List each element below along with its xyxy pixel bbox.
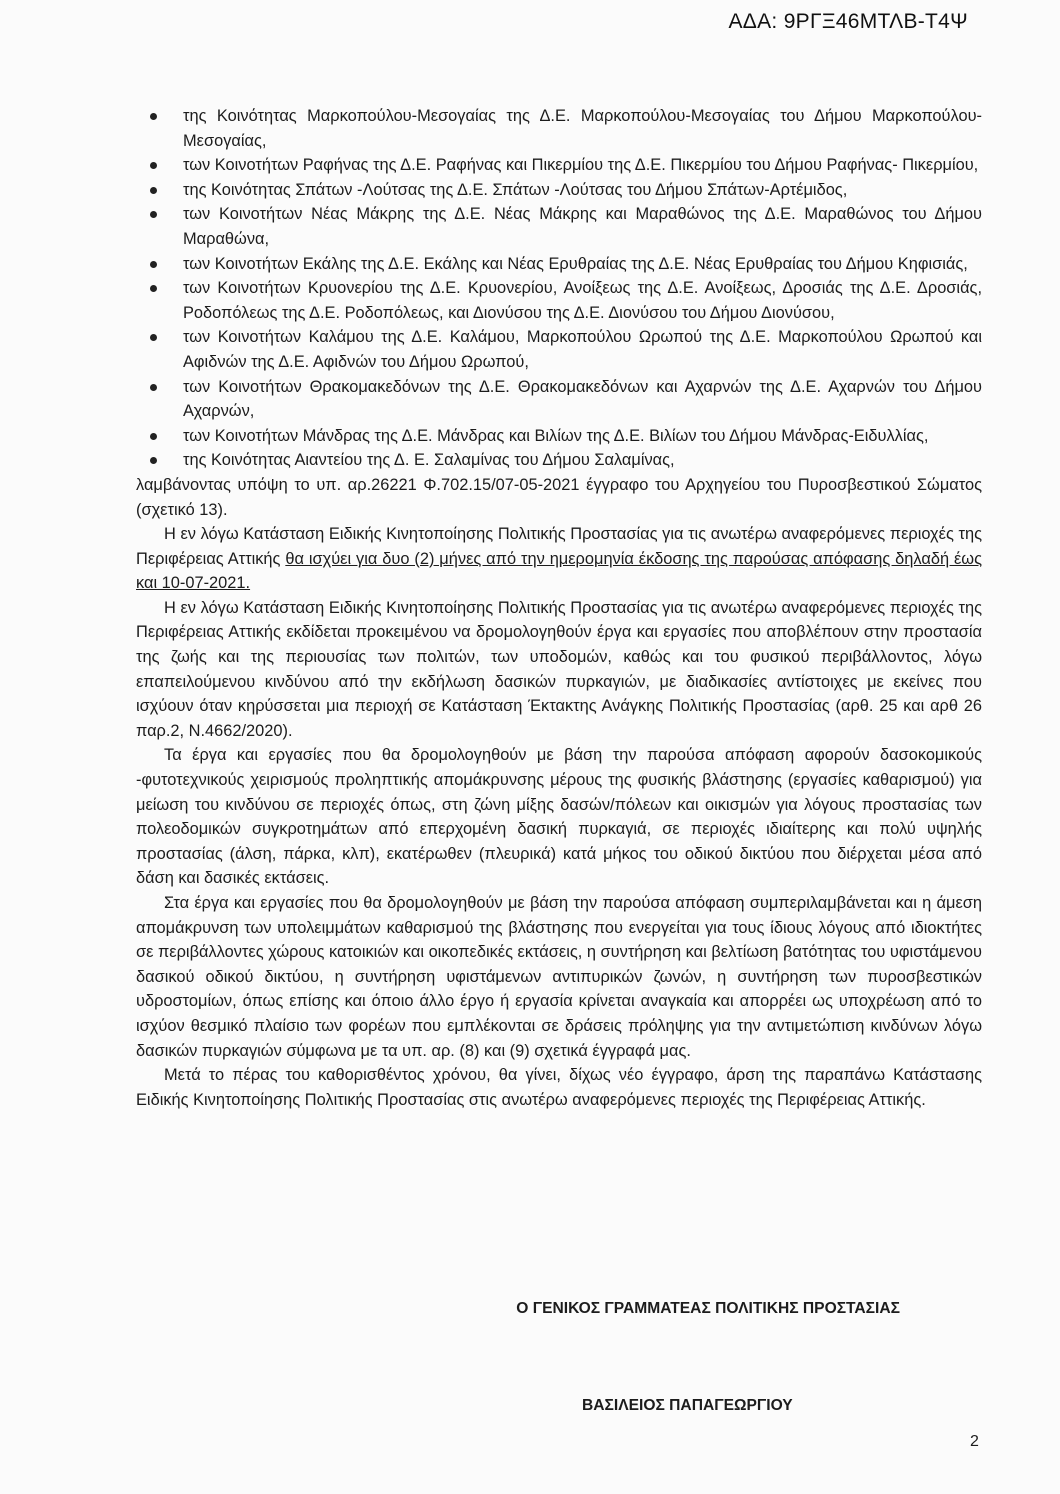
signatory-name: ΒΑΣΙΛΕΙΟΣ ΠΑΠΑΓΕΩΡΓΙΟΥ: [582, 1397, 793, 1414]
validity-period-text: θα ισχύει για δυο (2) μήνες από την ημερομηνία έκδοσης της παρούσας απόφασης δηλαδή έως και 10-07-2021.: [136, 549, 982, 593]
list-item-text: των Κοινοτήτων Νέας Μάκρης της Δ.Ε. Νέας Μάκρης και Μαραθώνος της Δ.Ε. Μαραθώνος του Δήμου Μαραθώνα,: [183, 205, 982, 248]
list-item-text: της Κοινότητας Μαρκοπούλου-Μεσογαίας της Δ.Ε. Μαρκοπούλου-Μεσογαίας του Δήμου Μαρκοπούλου-Μεσογαίας,: [183, 107, 982, 150]
bullet-icon: [150, 457, 157, 464]
communities-list: [136, 104, 982, 473]
bullet-icon: [150, 285, 157, 292]
list-item-text: της Κοινότητας Σπάτων -Λούτσας της Δ.Ε. Σπάτων -Λούτσας του Δήμου Σπάτων-Αρτέμιδος,: [183, 180, 848, 199]
document-body: [136, 104, 982, 1112]
list-item: [136, 202, 982, 251]
list-item: [136, 104, 982, 153]
bullet-icon: [150, 384, 157, 391]
paragraph-included-works: Στα έργα και εργασίες που θα δρομολογηθούν με βάση την παρούσα απόφαση συμπεριλαμβάνεται και η άμεση απομάκρυνση των υπολειμμάτων καθαρισμού της βλάστησης που ενεργείται για τους ίδιους λόγους από ιδιοκτήτες σε περιβάλλοντες χώρους κατοικιών και οικοπεδικές εκτάσεις, η συντήρηση και βελτίωση βατότητας του υφιστάμενου δασικού οδικού δικτύου, η συντήρηση υφιστάμενων αντιπυρικών ζωνών, η συντήρηση των πυροσβεστικών υδροστομίων, όπως επίσης και όποιο άλλο έργο ή εργασία κρίνεται αναγκαία και απορρέει ως υποχρέωση από το ισχύον θεσμικό πλαίσιο των φορέων που εμπλέκονται σε δράσεις πρόληψης για την αντιμετώπιση κινδύνων λόγω δασικών πυρκαγιών σύμφωνα με τα υπ. αρ. (8) και (9) σχετικά έγγραφά μας.: [136, 894, 982, 1060]
list-item-text: των Κοινοτήτων Θρακομακεδόνων της Δ.Ε. Θρακομακεδόνων και Αχαρνών της Δ.Ε. Αχαρνών του Δήμου Αχαρνών,: [183, 377, 982, 421]
paragraph-termination: Μετά το πέρας του καθορισθέντος χρόνου, θα γίνει, δίχως νέο έγγραφο, άρση της παραπάνω Κατάστασης Ειδικής Κινητοποίησης Πολιτικής Προστασίας στις ανωτέρω αναφερόμενες περιοχές της Περιφέρειας Αττικής.: [136, 1066, 982, 1109]
bullet-icon: [150, 261, 157, 268]
list-item: [136, 325, 982, 374]
ada-code: ΑΔΑ: 9ΡΓΞ46ΜΤΛΒ-Τ4Ψ: [728, 10, 968, 33]
bullet-icon: [150, 113, 157, 120]
list-item: [136, 424, 982, 449]
list-item: [136, 153, 982, 178]
paragraph-works: Τα έργα και εργασίες που θα δρομολογηθούν με βάση την παρούσα απόφαση αφορούν δασοκομικούς -φυτοτεχνικούς χειρισμούς προληπτικής απομάκρυνσης μέρους της φυσικής βλάστησης (εργασίες καθαρισμού) για μείωση του κινδύνου σε περιοχές όπως, στη ζώνη μίξης δασών/πόλεων και οικισμών για λόγους προστασίας των πολεοδομικών συγκροτημάτων από επερχομένη δασική πυρκαγιά, σε περιοχές ιδιαίτερης και πολύ υψηλής προστασίας (άλση, πάρκα, κλπ), εκατέρωθεν (πλευρικά) κατά μήκος του οδικού δικτύου που διέρχεται μέσα από δάση και δασικές εκτάσεις.: [136, 746, 982, 888]
list-item: [136, 276, 982, 325]
list-item: [136, 252, 982, 277]
bullet-icon: [150, 211, 157, 218]
list-item: [136, 375, 982, 424]
signatory-title: Ο ΓΕΝΙΚΟΣ ΓΡΑΜΜΑΤΕΑΣ ΠΟΛΙΤΙΚΗΣ ΠΡΟΣΤΑΣΙΑΣ: [516, 1300, 900, 1317]
list-item: [136, 178, 982, 203]
page-number: 2: [970, 1433, 979, 1450]
validity-text: Η εν λόγω Κατάσταση Ειδικής Κινητοποίησης Πολιτικής Προστασίας για τις ανωτέρω αναφερόμενες περιοχές της Περιφέρειας Αττικής: [136, 525, 982, 568]
list-item-text: της Κοινότητας Αιαντείου της Δ. Ε. Σαλαμίνας του Δήμου Σαλαμίνας,: [183, 451, 675, 470]
bullet-icon: [150, 334, 157, 341]
bullet-icon: [150, 187, 157, 194]
paragraph-purpose: Η εν λόγω Κατάσταση Ειδικής Κινητοποίησης Πολιτικής Προστασίας για τις ανωτέρω αναφερόμενες περιοχές της Περιφέρειας Αττικής εκδίδεται προκειμένου να δρομολογηθούν έργα και εργασίες που αποβλέπουν στην προστασία της ζωής και της περιουσίας των πολιτών, των υποδομών, καθώς και του φυσικού περιβάλλοντος, λόγω επαπειλούμενου κινδύνου από την εκδήλωση δασικών πυρκαγιών, με διαδικασίες αντίστοιχες με εκείνες που ισχύουν όταν κηρύσσεται μια περιοχή σε Κατάσταση Έκτακτης Ανάγκης Πολιτικής Προστασίας (αρθ. 25 και αρθ 26 παρ.2, Ν.4662/2020).: [136, 598, 982, 740]
list-item-text: των Κοινοτήτων Καλάμου της Δ.Ε. Καλάμου, Μαρκοπούλου Ωρωπού της Δ.Ε. Μαρκοπούλου Ωρωπού και Αφιδνών της Δ.Ε. Αφιδνών του Δήμου Ωρωπού,: [183, 328, 982, 371]
paragraph-validity: [136, 522, 982, 596]
list-item-text: των Κοινοτήτων Ραφήνας της Δ.Ε. Ραφήνας και Πικερμίου της Δ.Ε. Πικερμίου του Δήμου Ραφήνας- Πικερμίου,: [183, 156, 979, 175]
bullet-icon: [150, 433, 157, 440]
list-item-text: των Κοινοτήτων Κρυονερίου της Δ.Ε. Κρυονερίου, Ανοίξεως της Δ.Ε. Ανοίξεως, Δροσιάς της Δ.Ε. Δροσιάς, Ροδοπόλεως της Δ.Ε. Ροδοπόλεως, και Διονύσου της Δ.Ε. Διονύσου του Δήμου Διονύσου,: [183, 279, 982, 322]
bullet-icon: [150, 162, 157, 169]
list-item: [136, 448, 982, 473]
list-item-text: των Κοινοτήτων Μάνδρας της Δ.Ε. Μάνδρας και Βιλίων της Δ.Ε. Βιλίων του Δήμου Μάνδρας-Ειδυλλίας,: [183, 426, 929, 445]
list-item-text: των Κοινοτήτων Εκάλης της Δ.Ε. Εκάλης και Νέας Ερυθραίας της Δ.Ε. Νέας Ερυθραίας του Δήμου Κηφισιάς,: [183, 254, 968, 273]
paragraph-reference: λαμβάνοντας υπόψη το υπ. αρ.26221 Φ.702.15/07-05-2021 έγγραφο του Αρχηγείου του Πυροσβεστικού Σώματος (σχετικό 13).: [136, 475, 982, 519]
